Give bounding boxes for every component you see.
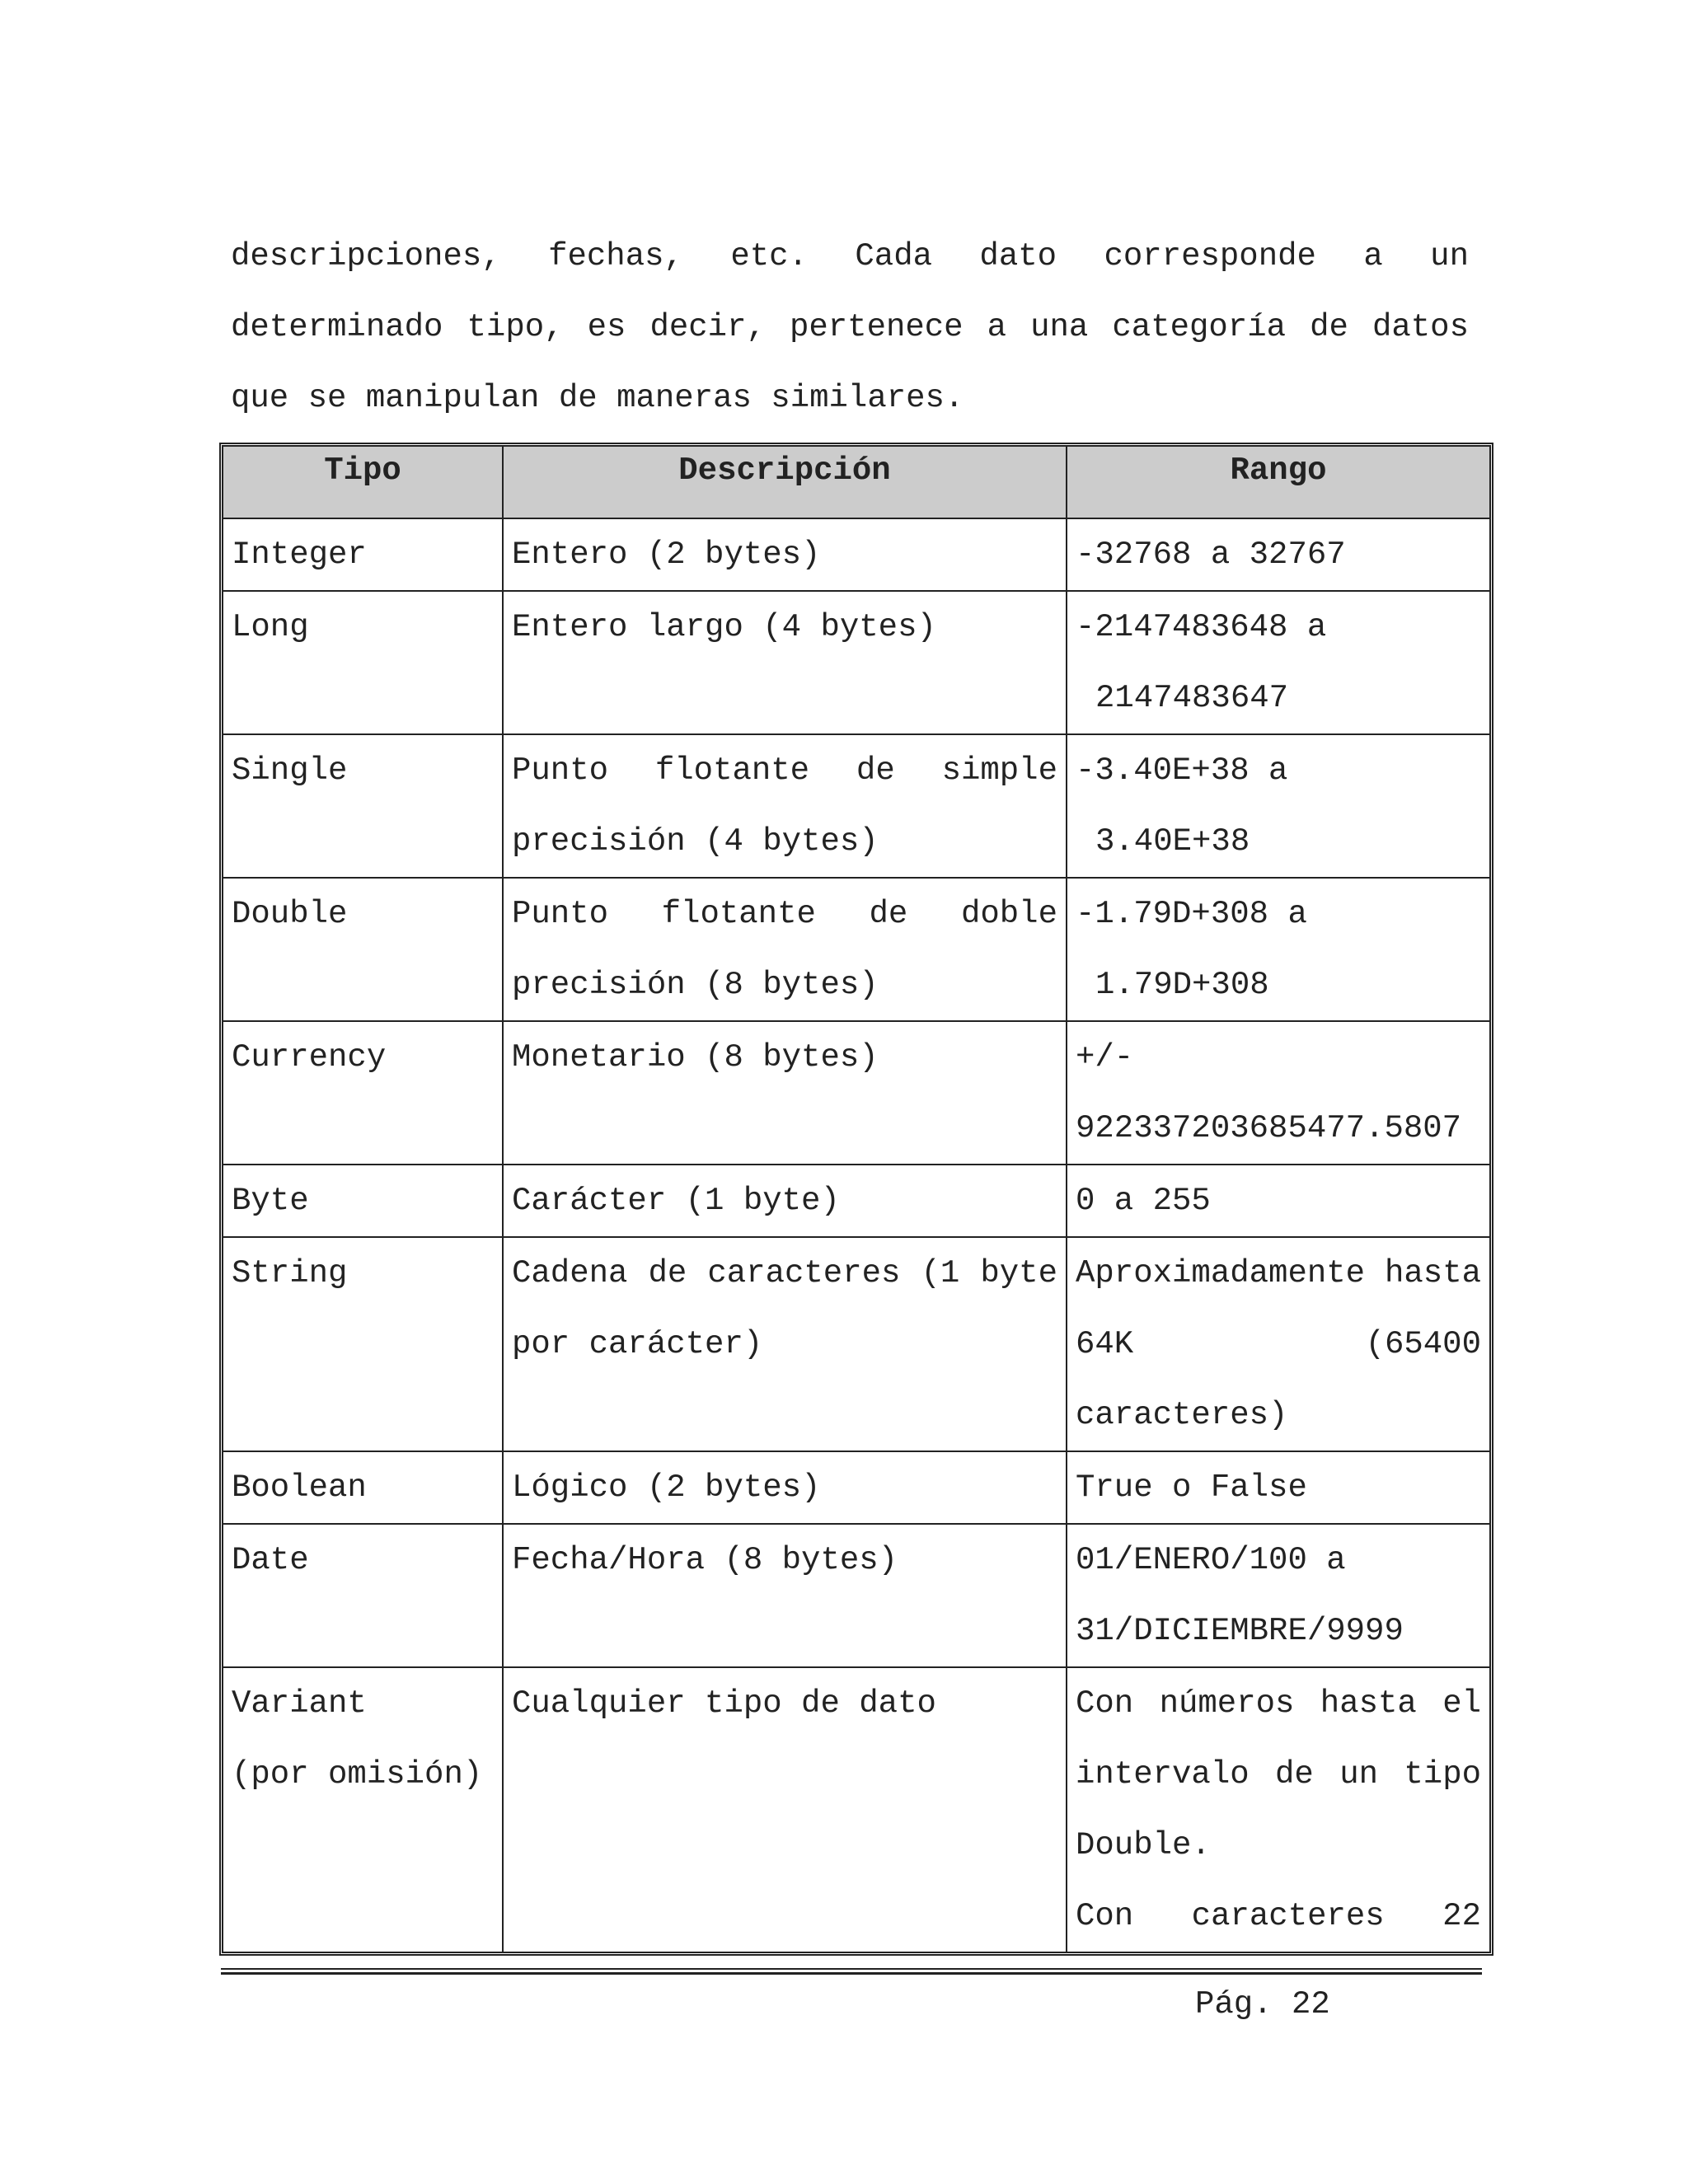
table-row — [223, 879, 1489, 1022]
cell-tipo: Date — [223, 1525, 504, 1668]
cell-rango: Con números hasta el intervalo de un tipo Double. Con caracteres 22 — [1076, 1685, 1481, 1934]
footer-divider — [221, 1968, 1482, 1975]
table-row — [223, 1452, 1489, 1525]
cell-rango: -1.79D+308 a 1.79D+308 — [1067, 879, 1489, 1022]
cell-descripcion: Punto flotante de doble precisión (8 bytes) — [504, 879, 1067, 1022]
data-types-table — [219, 443, 1493, 1956]
cell-tipo: Boolean — [223, 1452, 504, 1525]
cell-descripcion: Entero (2 bytes) — [504, 519, 1067, 592]
cell-rango: 01/ENERO/100 a 31/DICIEMBRE/9999 — [1067, 1525, 1489, 1668]
cell-descripcion: Lógico (2 bytes) — [504, 1452, 1067, 1525]
cell-tipo: Currency — [223, 1022, 504, 1165]
cell-rango: -2147483648 a 2147483647 — [1067, 592, 1489, 735]
table-row — [223, 1668, 1489, 1952]
table-row — [223, 1238, 1489, 1452]
cell-tipo: String — [223, 1238, 504, 1452]
cell-descripcion: Cualquier tipo de dato — [504, 1668, 1067, 1952]
header-descripcion: Descripción — [504, 447, 1067, 519]
cell-descripcion: Cadena de caracteres (1 byte por carácter) — [504, 1238, 1067, 1452]
cell-tipo: Single — [223, 735, 504, 879]
page-number: Pág. 22 — [1195, 1986, 1330, 2022]
cell-rango: +/- 922337203685477.5807 — [1067, 1022, 1489, 1165]
table-header-row — [223, 447, 1489, 519]
cell-tipo: Byte — [223, 1165, 504, 1238]
cell-rango: True o False — [1067, 1452, 1489, 1525]
cell-descripcion: Carácter (1 byte) — [504, 1165, 1067, 1238]
intro-line-1: descripciones, fechas, etc. Cada dato corresponde a un — [231, 238, 1469, 274]
cell-descripcion: Fecha/Hora (8 bytes) — [504, 1525, 1067, 1668]
cell-descripcion: Entero largo (4 bytes) — [504, 592, 1067, 735]
table-row — [223, 1165, 1489, 1238]
header-tipo: Tipo — [223, 447, 504, 519]
intro-line-3: que se manipulan de maneras similares. — [231, 380, 964, 416]
cell-tipo: Double — [223, 879, 504, 1022]
cell-tipo: Variant (por omisión) — [223, 1668, 504, 1952]
table-row — [223, 519, 1489, 592]
header-rango: Rango — [1067, 447, 1489, 519]
intro-line-2: determinado tipo, es decir, pertenece a una categoría de datos — [231, 309, 1469, 345]
cell-rango: Aproximadamente hasta 64K (65400 caracteres) — [1067, 1238, 1489, 1452]
intro-paragraph — [231, 221, 1469, 434]
cell-rango: -3.40E+38 a 3.40E+38 — [1067, 735, 1489, 879]
table-row — [223, 735, 1489, 879]
table-row — [223, 1022, 1489, 1165]
cell-descripcion: Punto flotante de simple precisión (4 bytes) — [504, 735, 1067, 879]
cell-tipo: Integer — [223, 519, 504, 592]
cell-tipo: Long — [223, 592, 504, 735]
cell-rango: -32768 a 32767 — [1067, 519, 1489, 592]
cell-rango: 0 a 255 — [1067, 1165, 1489, 1238]
table-row — [223, 592, 1489, 735]
cell-descripcion: Monetario (8 bytes) — [504, 1022, 1067, 1165]
table-row — [223, 1525, 1489, 1668]
